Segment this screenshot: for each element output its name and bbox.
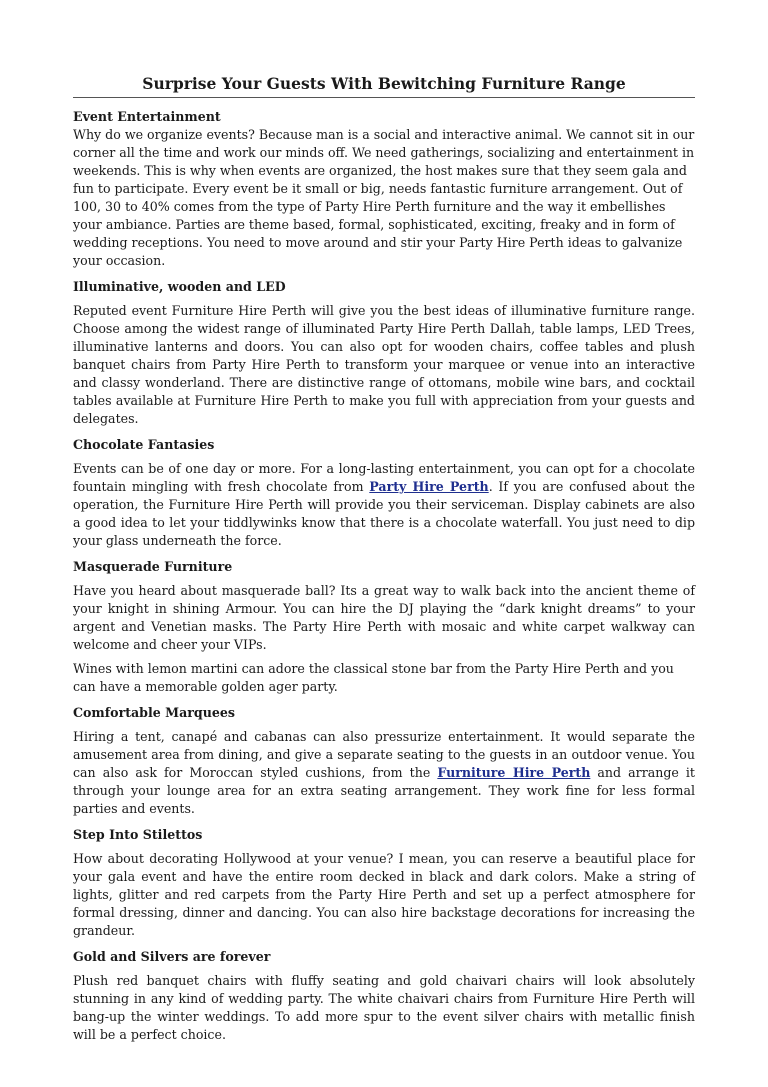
furniture-hire-perth-link[interactable]: Furniture Hire Perth	[437, 765, 591, 780]
paragraph: How about decorating Hollywood at your venue? I mean, you can reserve a beautiful place for your gala event and have the entire room decked in black and dark colors. Make a string of lights, glitter and red carpets from the Party Hire Perth and set up a perfect atmosphere for formal dressing, dinner and dancing. You can also hire backstage decorations for increasing the grandeur.	[73, 851, 695, 938]
document-title: Surprise Your Guests With Bewitching Furniture Range	[73, 74, 695, 98]
paragraph: Wines with lemon martini can adore the classical stone bar from the Party Hire Perth and you can have a memorable golden ager party.	[73, 661, 674, 694]
heading-masquerade-furniture: Masquerade Furniture	[73, 559, 233, 574]
heading-illuminative: Illuminative, wooden and LED	[73, 279, 286, 294]
paragraph: Have you heard about masquerade ball? Its a great way to walk back into the ancient theme of your knight in shining Armour. You can hire the DJ playing the “dark knight dreams” to your argent and Venetian masks. The Party Hire Perth with mosaic and white carpet walkway can welcome and cheer your VIPs.	[73, 583, 695, 652]
paragraph: Reputed event Furniture Hire Perth will give you the best ideas of illuminative furniture range. Choose among the widest range of illuminated Party Hire Perth Dallah, table lamps, LED Trees, illuminative lanterns and doors. You can also opt for wooden chairs, coffee tables and plush banquet chairs from Party Hire Perth to transform your marquee or venue into an interactive and classy wonderland. There are distinctive range of ottomans, mobile wine bars, and cocktail tables available at Furniture Hire Perth to make you full with appreciation from your guests and delegates.	[73, 303, 695, 426]
paragraph: Plush red banquet chairs with fluffy seating and gold chaivari chairs will look absolutely stunning in any kind of wedding party. The white chaivari chairs from Furniture Hire Perth will bang-up the winter weddings. To add more spur to the event silver chairs with metallic finish will be a perfect choice.	[73, 973, 695, 1042]
text-span: . If you are confused about the operation, the Furniture Hire Perth will provide you their serviceman. Display cabinets are also a good idea to let your tiddlywinks know that there is a chocolate waterfall. You just need to dip your glass underneath the force.	[73, 479, 695, 548]
document-page	[73, 74, 695, 1050]
paragraph: Why do we organize events? Because man is a social and interactive animal. We cannot sit in our corner all the time and work our minds off. We need gatherings, socializing and entertainment in weekends. This is why when events are organized, the host makes sure that they seem gala and fun to participate. Every event be it small or big, needs fantastic furniture arrangement. Out of 100, 30 to 40% comes from the type of Party Hire Perth furniture and the way it embellishes your ambiance. Parties are theme based, formal, sophisticated, exciting, freaky and in form of wedding receptions. You need to move around and stir your Party Hire Perth ideas to galvanize your occasion.	[73, 127, 695, 268]
text-span: Hiring a tent, canapé and cabanas can also pressurize entertainment. It would separate the amusement area from dining, and give a separate seating to the guests in an outdoor venue. You can also ask for Moroccan styled cushions, from the	[73, 729, 695, 780]
heading-step-into-stilettos: Step Into Stilettos	[73, 827, 203, 842]
paragraph	[73, 728, 695, 818]
heading-gold-and-silvers: Gold and Silvers are forever	[73, 949, 271, 964]
heading-comfortable-marquees: Comfortable Marquees	[73, 705, 235, 720]
paragraph	[73, 460, 695, 550]
heading-event-entertainment: Event Entertainment	[73, 109, 221, 124]
heading-chocolate-fantasies: Chocolate Fantasies	[73, 437, 215, 452]
party-hire-perth-link[interactable]: Party Hire Perth	[369, 479, 489, 494]
text-span: Events can be of one day or more. For a long-lasting entertainment, you can opt for a chocolate fountain mingling with fresh chocolate from	[73, 461, 695, 494]
text-span: and arrange it through your lounge area for an extra seating arrangement. They work fine for less formal parties and events.	[73, 765, 695, 816]
